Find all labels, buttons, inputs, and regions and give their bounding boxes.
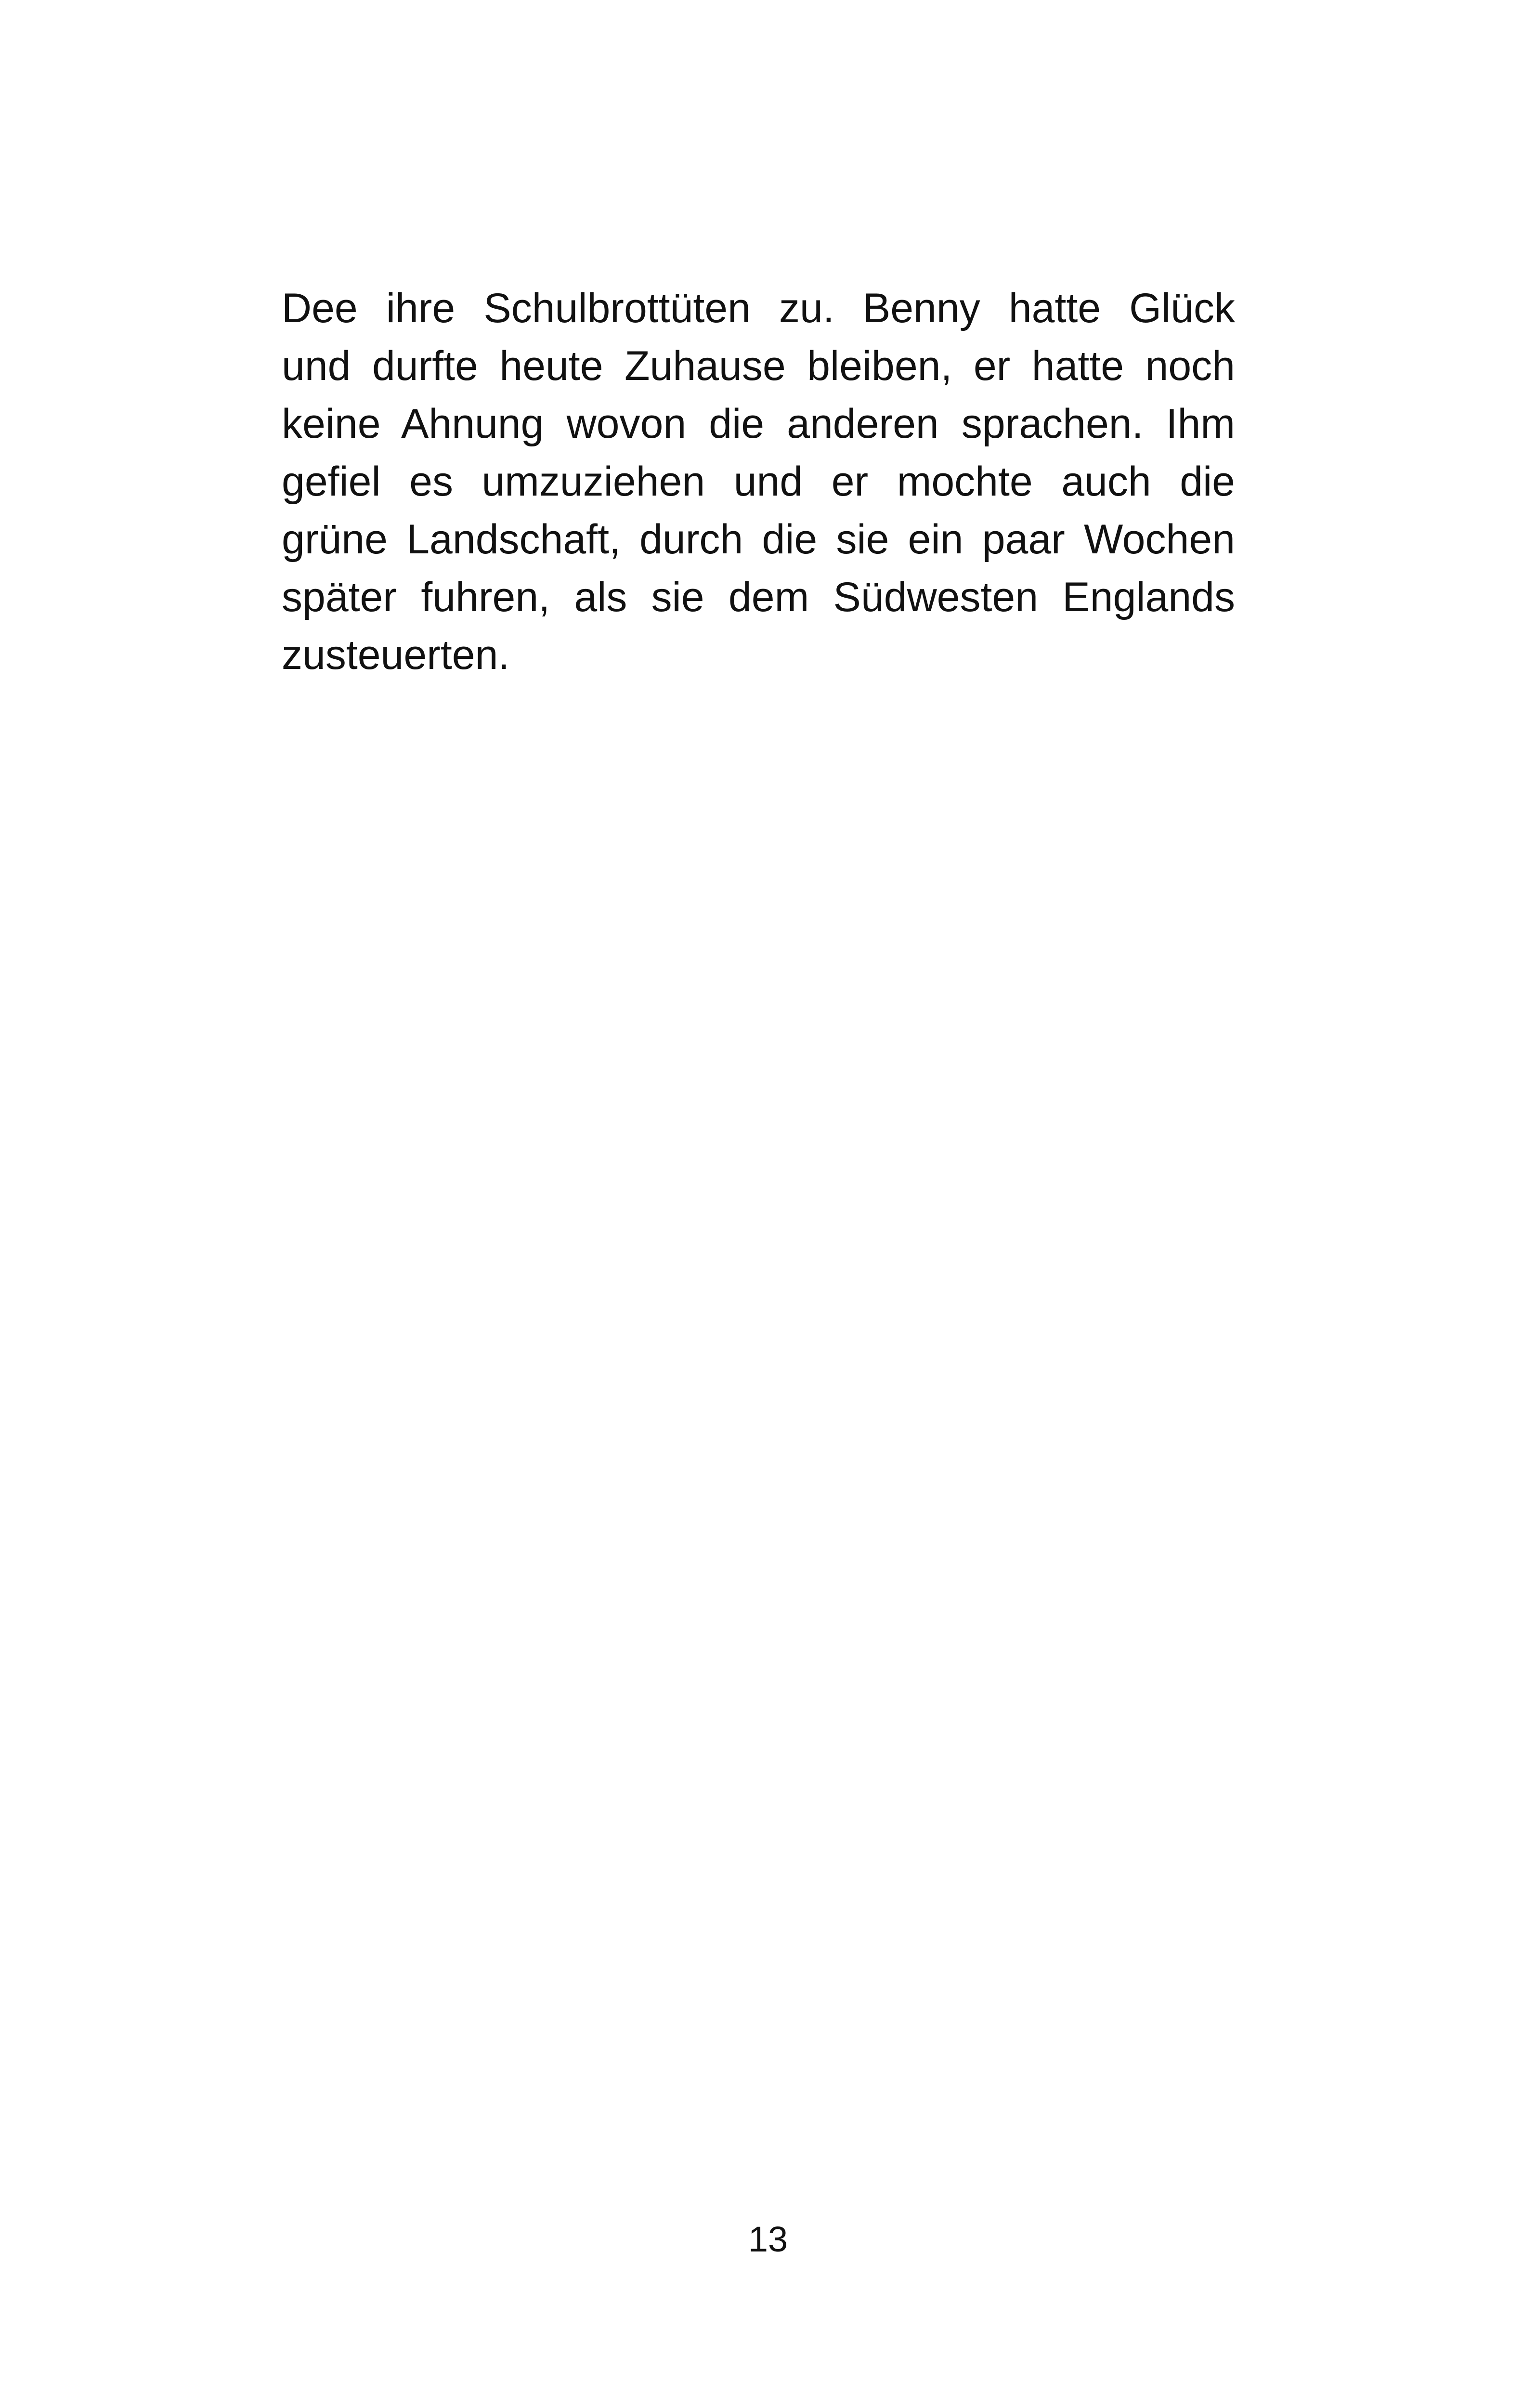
body-paragraph bbox=[282, 279, 1235, 684]
text-line: keine Ahnung wovon die anderen sprachen. Ihm bbox=[282, 401, 1235, 447]
text-line: grüne Landschaft, durch die sie ein paar Wochen bbox=[282, 516, 1235, 563]
text-line: zusteuerten. bbox=[282, 632, 510, 678]
page-number: 13 bbox=[748, 2219, 788, 2259]
text-line: Dee ihre Schulbrottüten zu. Benny hatte Glück bbox=[282, 285, 1235, 331]
text-line: gefiel es umzuziehen und er mochte auch die bbox=[282, 458, 1235, 505]
text-line: später fuhren, als sie dem Südwesten Englands bbox=[282, 574, 1235, 620]
text-line: und durfte heute Zuhause bleiben, er hatte noch bbox=[282, 343, 1235, 389]
